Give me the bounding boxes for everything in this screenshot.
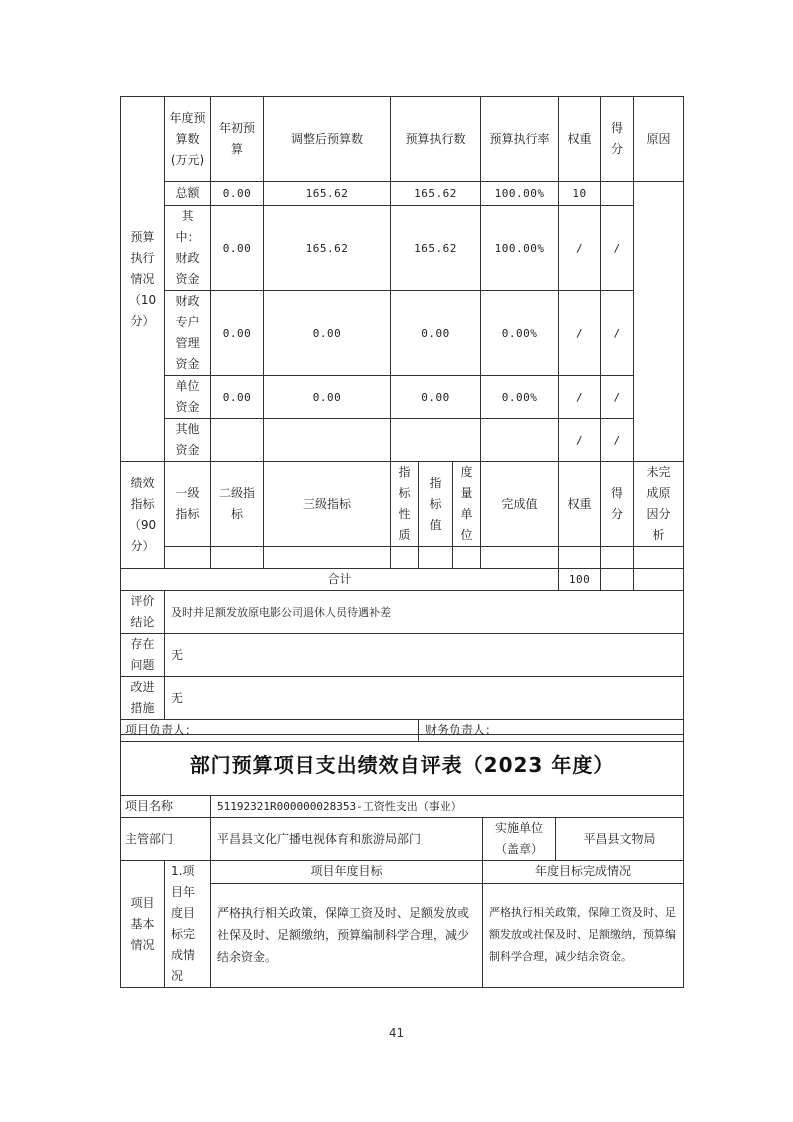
improvement-value: 无 xyxy=(165,677,684,720)
header-value: 指标值 xyxy=(419,462,453,547)
budget-section-label: 预算执行情况（10分） xyxy=(121,97,165,462)
budget-performance-table xyxy=(120,96,684,742)
score-value: / xyxy=(601,419,634,462)
header-nature: 指标性质 xyxy=(391,462,419,547)
header-execution-rate: 预算执行率 xyxy=(481,97,559,182)
adjusted-value: 165.62 xyxy=(264,206,391,291)
department-label: 主管部门 xyxy=(121,818,211,861)
annual-goal-header: 项目年度目标 xyxy=(211,861,483,884)
issues-value: 无 xyxy=(165,634,684,677)
implementer-label: 实施单位（盖章） xyxy=(483,818,556,861)
adjusted-value: 165.62 xyxy=(264,182,391,206)
rate-value: 0.00% xyxy=(481,291,559,376)
initial-value: 0.00 xyxy=(211,291,264,376)
rate-value: 100.00% xyxy=(481,206,559,291)
executed-value xyxy=(391,419,481,462)
score-value: / xyxy=(601,376,634,419)
project-name-value: 51192321R000000028353-工资性支出（事业） xyxy=(211,796,684,818)
header-level1: 一级指标 xyxy=(165,462,211,547)
initial-value: 0.00 xyxy=(211,206,264,291)
project-lead-label: 项目负责人： xyxy=(121,720,419,742)
project-name-label: 项目名称 xyxy=(121,796,211,818)
executed-value: 165.62 xyxy=(391,206,481,291)
header-annual-budget: 年度预算数(万元) xyxy=(165,97,211,182)
table-row xyxy=(121,419,684,462)
adjusted-value xyxy=(264,419,391,462)
form-title: 部门预算项目支出绩效自评表（2023 年度） xyxy=(121,735,684,796)
score-value xyxy=(601,182,634,206)
table-row xyxy=(121,206,684,291)
conclusion-label: 评价结论 xyxy=(121,591,165,634)
header-initial-budget: 年初预算 xyxy=(211,97,264,182)
row-label: 单位资金 xyxy=(165,376,211,419)
issues-label: 存在问题 xyxy=(121,634,165,677)
weight-value: / xyxy=(559,206,601,291)
table-row xyxy=(121,291,684,376)
table-row xyxy=(121,182,684,206)
weight-value: / xyxy=(559,419,601,462)
initial-value: 0.00 xyxy=(211,182,264,206)
rate-value: 0.00% xyxy=(481,376,559,419)
implementer-value: 平昌县文物局 xyxy=(556,818,684,861)
adjusted-value: 0.00 xyxy=(264,376,391,419)
header-level2: 二级指标 xyxy=(211,462,264,547)
completion-header: 年度目标完成情况 xyxy=(483,861,684,884)
header-completed: 完成值 xyxy=(481,462,559,547)
header-unit: 度量单位 xyxy=(453,462,481,547)
executed-value: 0.00 xyxy=(391,291,481,376)
executed-value: 165.62 xyxy=(391,182,481,206)
total-weight: 100 xyxy=(559,569,601,591)
row-label: 其他资金 xyxy=(165,419,211,462)
weight-value: / xyxy=(559,291,601,376)
header-adjusted-budget: 调整后预算数 xyxy=(264,97,391,182)
score-value: / xyxy=(601,291,634,376)
weight-value: 10 xyxy=(559,182,601,206)
header-weight: 权重 xyxy=(559,462,601,547)
improvement-label: 改进措施 xyxy=(121,677,165,720)
finance-lead-label: 财务负责人： xyxy=(419,720,684,742)
score-value: / xyxy=(601,206,634,291)
table-row xyxy=(121,376,684,419)
header-level3: 三级指标 xyxy=(264,462,391,547)
row-label: 其中：财政资金 xyxy=(165,206,211,291)
conclusion-value: 及时并足额发放原电影公司退休人员待遇补差 xyxy=(165,591,684,634)
rate-value xyxy=(481,419,559,462)
total-label: 合计 xyxy=(121,569,559,591)
basic-info-label: 项目基本情况 xyxy=(121,861,165,988)
completion-text: 严格执行相关政策，保障工资及时、足额发放或社保及时、足额缴纳，预算编制科学合理，减少结余资金。 xyxy=(483,883,684,987)
annual-goal-text: 严格执行相关政策，保障工资及时、足额发放或社保及时、足额缴纳，预算编制科学合理，减少结余资金。 xyxy=(211,883,483,987)
rate-value: 100.00% xyxy=(481,182,559,206)
adjusted-value: 0.00 xyxy=(264,291,391,376)
header-unfinished-reason: 未完成原因分析 xyxy=(634,462,684,547)
self-evaluation-form xyxy=(120,734,684,988)
initial-value: 0.00 xyxy=(211,376,264,419)
header-weight: 权重 xyxy=(559,97,601,182)
initial-value xyxy=(211,419,264,462)
row-label: 总额 xyxy=(165,182,211,206)
weight-value: / xyxy=(559,376,601,419)
header-score: 得分 xyxy=(601,462,634,547)
reason-value xyxy=(634,182,684,462)
executed-value: 0.00 xyxy=(391,376,481,419)
header-score: 得分 xyxy=(601,97,634,182)
department-value: 平昌县文化广播电视体育和旅游局部门 xyxy=(211,818,483,861)
row-label: 财政专户管理资金 xyxy=(165,291,211,376)
indicator-section-label: 绩效指标（90分） xyxy=(121,462,165,569)
header-reason: 原因 xyxy=(634,97,684,182)
header-executed: 预算执行数 xyxy=(391,97,481,182)
page-number: 41 xyxy=(388,1026,405,1040)
indicator-empty-row xyxy=(121,547,684,569)
goal-section-label: 1.项目年度目标完成情况 xyxy=(165,861,211,988)
